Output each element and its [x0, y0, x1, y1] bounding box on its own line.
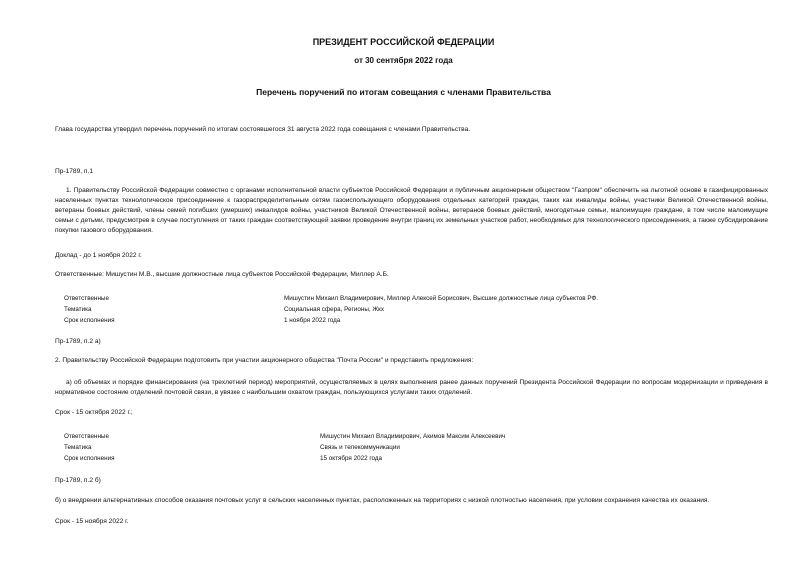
item-2a-ref: Пр-1789, п.2 а) [55, 338, 101, 345]
document-authority: ПРЕЗИДЕНТ РОССИЙСКОЙ ФЕДЕРАЦИИ [312, 37, 495, 47]
item-1-ref: Пр-1789, п.1 [55, 168, 94, 175]
item-2-intro: 2. Правительству Российской Федерации подготовить при участии акционерного общества "Почта России" и представить предложения: [55, 357, 474, 364]
item-2a-meta-label: Срок исполнения [64, 455, 115, 462]
item-2a-meta-value: 15 октября 2022 года [320, 455, 383, 462]
item-1-text: 1. Правительству Российской Федерации совместно с органами исполнительной власти субъектов Российской Федерации и публичным акционерным обществом "Газпром" обеспечить на льготной основе в газифицированных населенных пунктах технологическое присоединение к газораспределительным сетям газоиспользующего оборудования отдельных категорий граждан, таких как инвалиды войны, участники Великой Отечественной войны, ветераны боевых действий, члены семей погибших (умерших) инвалидов войны, участников Великой Отечественной войны, ветеранов боевых действий, многодетные семьи, малоимущие граждане, в том числе малоимущие семьи с детьми, предусмотрев в случае поступления от таких граждан соответствующей заявки проведение внутри границ их земельных участков работ, необходимых для технологического присоединения, а также субсидирование покупки газового оборудования. [55, 187, 768, 234]
item-2a-meta-value: Связь и телекоммуникации [320, 444, 400, 451]
item-1-report: Доклад - до 1 ноября 2022 г. [55, 252, 142, 259]
item-1-meta-value: 1 ноября 2022 года [284, 317, 341, 324]
document-date: от 30 сентября 2022 года [354, 56, 453, 65]
item-1-meta-value: Мишустин Михаил Владимирович, Миллер Алексей Борисович, Высшие должностные лица субъектов РФ. [284, 295, 599, 302]
item-2a-meta-value: Мишустин Михаил Владимирович, Акимов Максим Алексеевич [320, 433, 506, 440]
intro-text: Глава государства утвердил перечень поручений по итогам состоявшегося 31 августа 2022 года совещания с членами Правительства. [55, 126, 471, 133]
item-2b-deadline: Срок - 15 ноября 2022 г. [55, 518, 129, 525]
item-2a-deadline: Срок - 15 октября 2022 г.; [55, 409, 133, 416]
item-1-meta-value: Социальная сфера, Регионы, Жкх [284, 306, 385, 313]
item-2b-text: б) о внедрении альтернативных способов оказания почтовых услуг в сельских населенных пунктах, расположенных на территориях с низкой плотностью населения, при условии сохранения качества их оказания. [55, 497, 710, 504]
item-1-meta-label: Срок исполнения [64, 317, 115, 324]
item-1-meta-label: Ответственные [64, 295, 109, 302]
item-1-meta-label: Тематика [64, 306, 92, 313]
item-2b-ref: Пр-1789, п.2 б) [55, 477, 101, 484]
item-2a-meta-label: Ответственные [64, 433, 109, 440]
item-1-responsible: Ответственные: Мишустин М.В., высшие должностные лица субъектов Российской Федерации, Миллер А.Б. [55, 271, 389, 278]
item-2a-text: а) об объемах и порядке финансирования (на трехлетний период) мероприятий, осуществляемых в целях выполнения ранее данных поручений Президента Российской Федерации по вопросам модернизации и приведения в нормативное состояние отделений почтовой связи, в увязке с наибольшим охватом граждан, пользующихся услугами таких отделений. [55, 379, 768, 396]
document-title: Перечень поручений по итогам совещания с членами Правительства [256, 87, 551, 97]
item-2a-meta-label: Тематика [64, 444, 92, 451]
